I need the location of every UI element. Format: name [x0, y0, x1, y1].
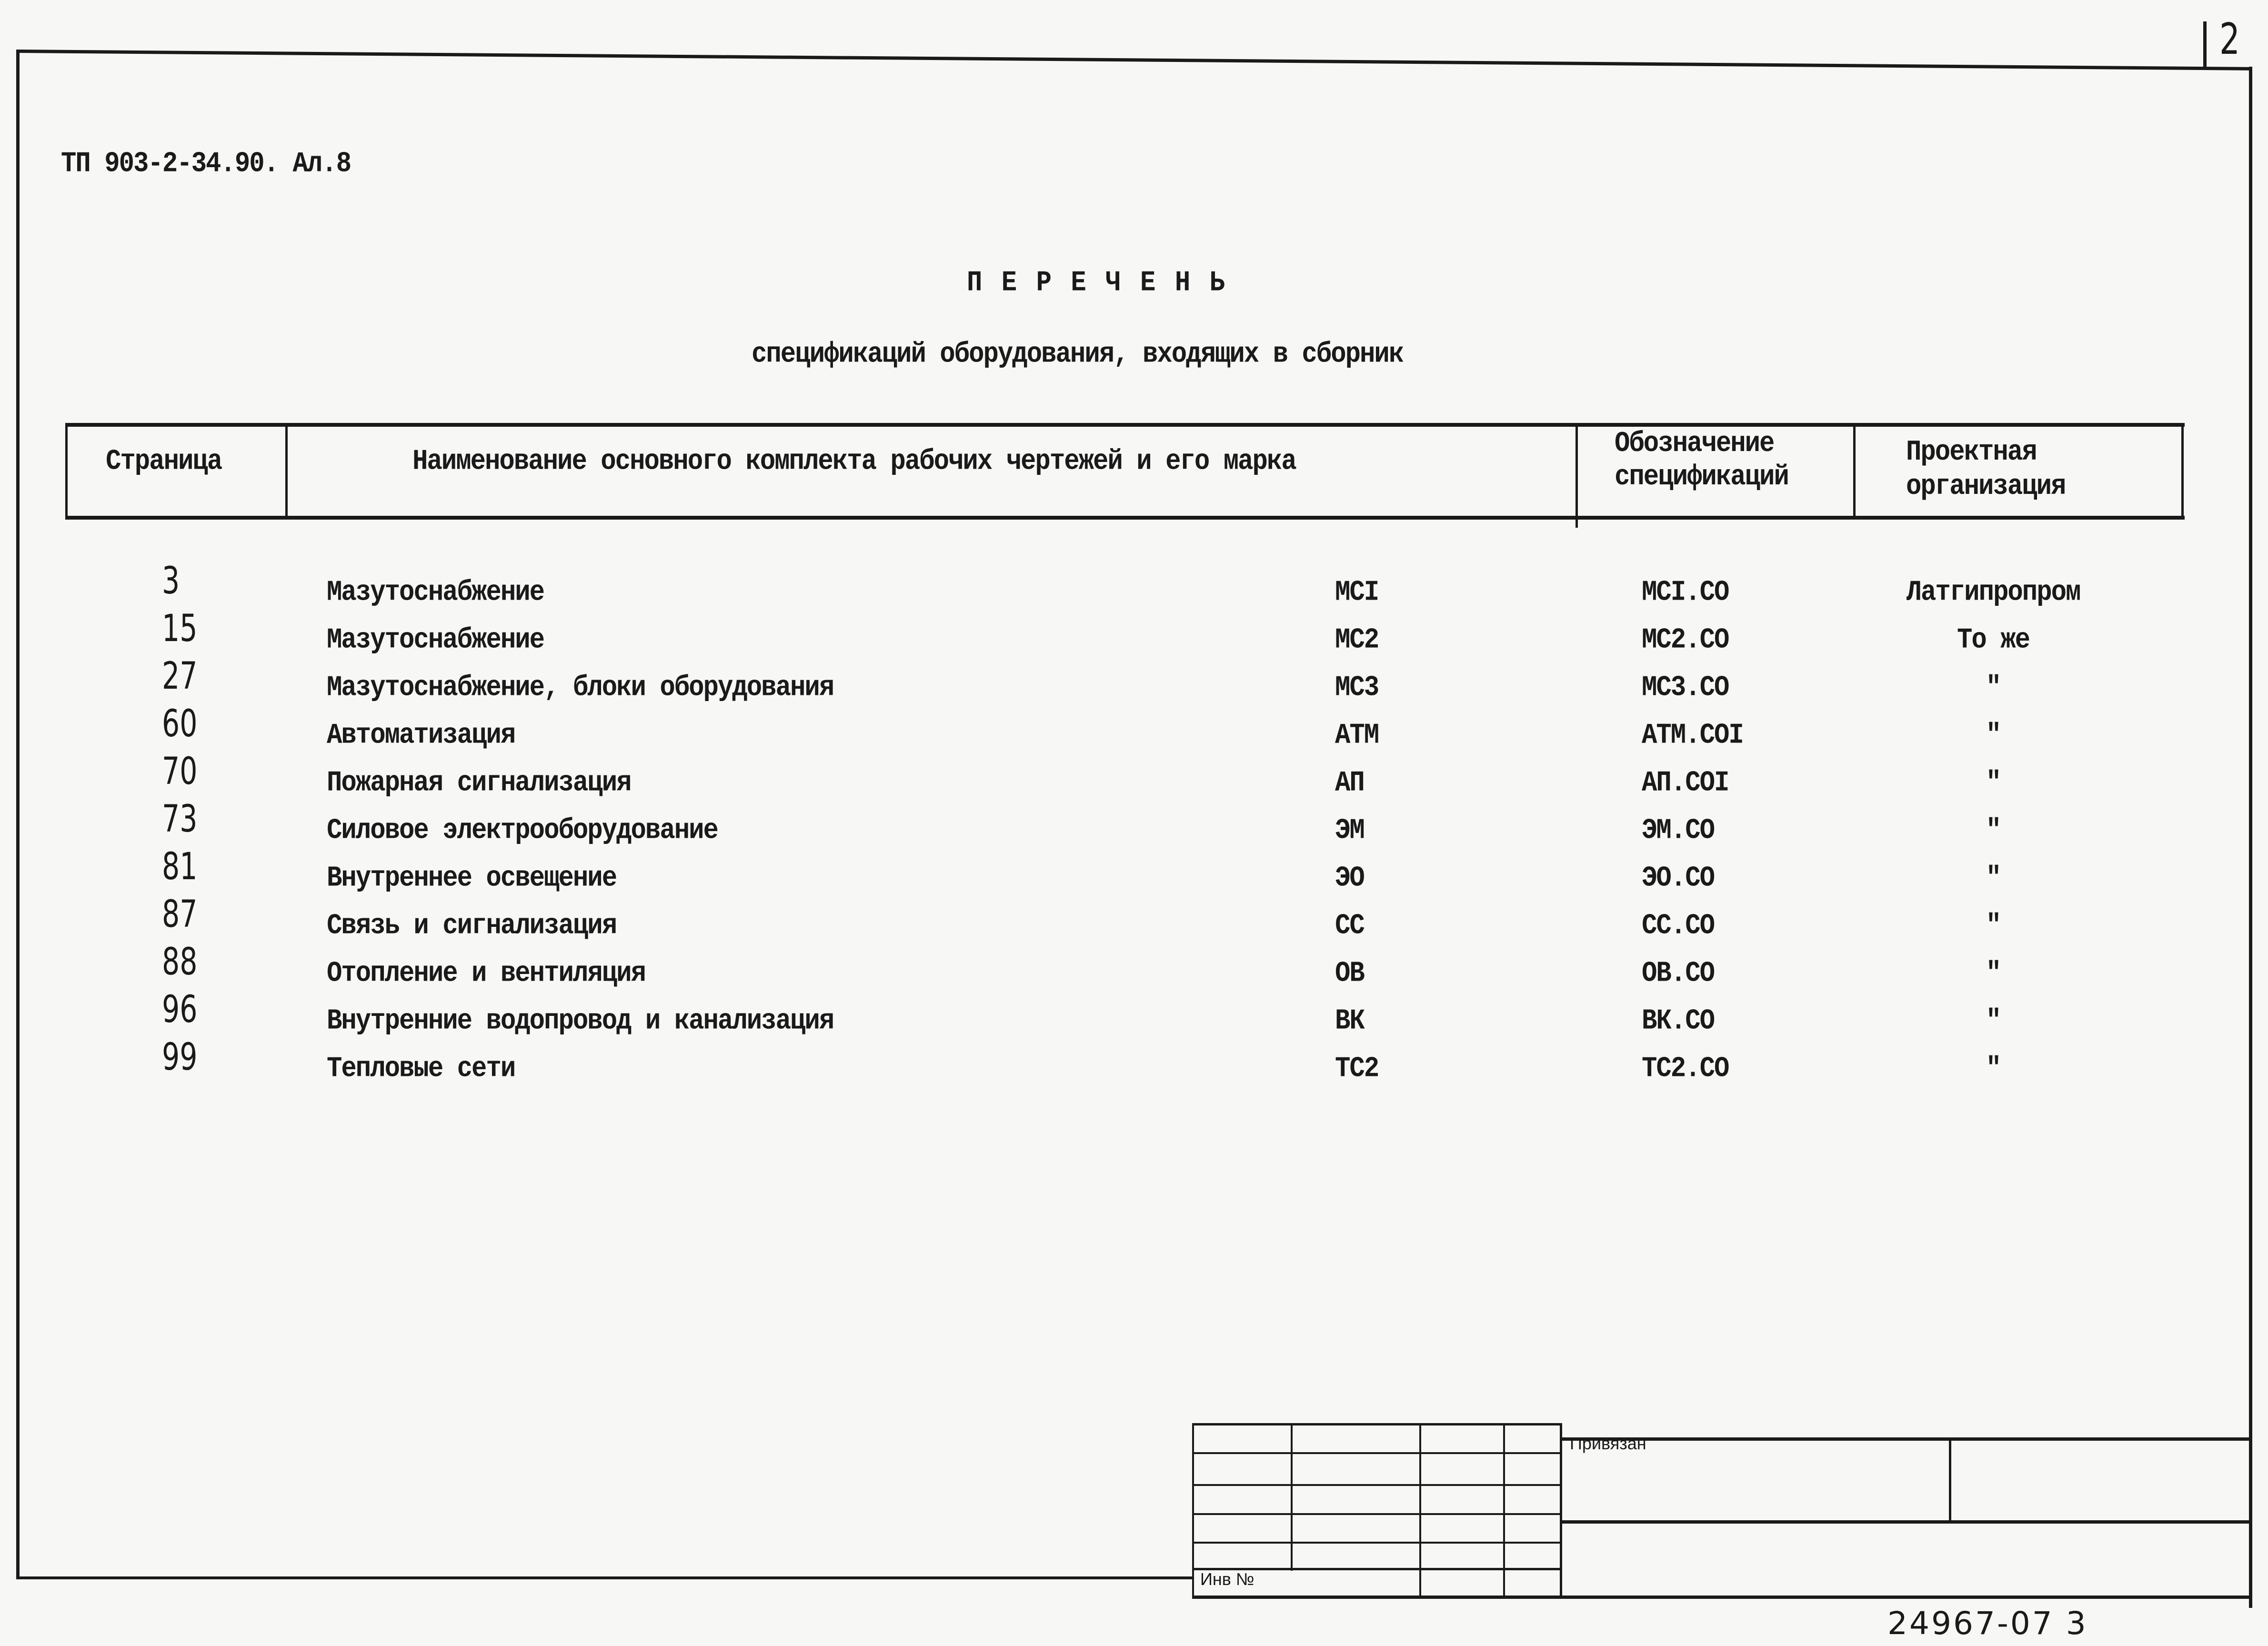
header-divider [65, 423, 68, 518]
table-row [0, 655, 2268, 714]
row-page-number: 88 [162, 941, 198, 984]
table-row [0, 560, 2268, 619]
table-row [0, 750, 2268, 810]
row-org: " [1986, 957, 2001, 990]
document-code: ТП 903-2-34.90. Ал.8 [61, 148, 351, 181]
row-spec: МС3.СО [1642, 672, 1729, 704]
title-block-rule [1192, 1452, 1561, 1454]
table-row [0, 607, 2268, 667]
row-page-number: 81 [162, 845, 198, 888]
title-block-divider [1560, 1423, 1562, 1597]
table-row [0, 845, 2268, 905]
row-spec: ТС2.СО [1642, 1053, 1729, 1085]
table-row [0, 703, 2268, 762]
row-org: " [1986, 672, 2001, 704]
row-mark: ОВ [1335, 957, 1364, 990]
header-divider [1576, 423, 1578, 528]
inventory-label: Инв № [1200, 1569, 1254, 1589]
header-name: Наименование основного комплекта рабочих чертежей и его марка [412, 445, 1296, 478]
row-name: Силовое электрооборудование [327, 814, 718, 847]
table-row [0, 798, 2268, 857]
row-mark: МС2 [1335, 624, 1379, 657]
title-block-rule [1192, 1423, 1561, 1425]
title-block-rule [1192, 1484, 1561, 1486]
title-block-divider [1949, 1438, 1951, 1522]
row-org: " [1986, 767, 2001, 800]
sheet-number: 2 [2219, 14, 2240, 64]
row-page-number: 60 [162, 703, 198, 745]
row-spec: СС.СО [1642, 910, 1715, 943]
row-org: " [1986, 910, 2001, 943]
row-org: " [1986, 814, 2001, 847]
row-name: Тепловые сети [327, 1053, 515, 1085]
row-page-number: 3 [162, 560, 180, 602]
row-spec: АТМ.СОI [1642, 719, 1743, 752]
row-spec: МСI.СО [1642, 576, 1729, 609]
row-page-number: 87 [162, 893, 198, 936]
title-block-divider [1419, 1423, 1421, 1597]
row-mark: ТС2 [1335, 1053, 1379, 1085]
row-name: Мазутоснабжение, блоки оборудования [327, 672, 834, 704]
row-mark: ВК [1335, 1005, 1364, 1038]
header-spec-line2: спецификаций [1615, 461, 1788, 493]
row-page-number: 15 [162, 607, 198, 650]
table-row [0, 988, 2268, 1048]
table-row [0, 1036, 2268, 1095]
row-org: " [1986, 1005, 2001, 1038]
row-mark: ЭМ [1335, 814, 1364, 847]
row-spec: ЭМ.СО [1642, 814, 1715, 847]
row-spec: ВК.СО [1642, 1005, 1715, 1038]
row-page-number: 27 [162, 655, 198, 698]
row-org: То же [1957, 624, 2030, 657]
title-block-rule [1561, 1520, 2251, 1524]
row-spec: МС2.СО [1642, 624, 1729, 657]
title-block-rule [1192, 1513, 1561, 1515]
row-name: Пожарная сигнализация [327, 767, 631, 800]
row-page-number: 99 [162, 1036, 198, 1079]
title-block-rule [1192, 1596, 2251, 1599]
frame-bottom-left [16, 1576, 1193, 1579]
row-name: Внутренние водопровод и канализация [327, 1005, 834, 1038]
row-spec: АП.СОI [1642, 767, 1729, 800]
row-org: Латгипропром [1906, 576, 2080, 609]
row-name: Мазутоснабжение [327, 624, 544, 657]
row-name: Отопление и вентиляция [327, 957, 645, 990]
header-top-rule [65, 423, 2185, 427]
header-org-line2: организация [1906, 470, 2066, 503]
row-page-number: 70 [162, 750, 198, 793]
row-name: Связь и сигнализация [327, 910, 617, 943]
table-row [0, 941, 2268, 1000]
row-org: " [1986, 1053, 2001, 1085]
row-name: Внутреннее освещение [327, 862, 617, 895]
row-org: " [1986, 719, 2001, 752]
title-block-rule [1561, 1437, 2251, 1441]
header-bottom-rule [65, 516, 2185, 520]
title-block-divider [1503, 1423, 1505, 1597]
header-spec-line1: Обозначение [1615, 427, 1774, 460]
row-name: Мазутоснабжение [327, 576, 544, 609]
row-mark: СС [1335, 910, 1364, 943]
row-org: " [1986, 862, 2001, 895]
header-org-line1: Проектная [1906, 436, 2037, 469]
row-mark: МС3 [1335, 672, 1379, 704]
header-divider [1853, 423, 1856, 518]
title-block-divider [1192, 1423, 1194, 1597]
frame-top [17, 50, 2251, 70]
row-mark: ЭО [1335, 862, 1364, 895]
row-mark: АП [1335, 767, 1364, 800]
row-spec: ОВ.СО [1642, 957, 1715, 990]
row-spec: ЭО.СО [1642, 862, 1715, 895]
title-block-divider [1291, 1423, 1293, 1571]
title-block-rule [1192, 1542, 1561, 1544]
bound-label: Привязан [1570, 1434, 1646, 1453]
row-page-number: 73 [162, 798, 198, 841]
header-divider [2181, 423, 2184, 518]
sheet-number-divider [2203, 21, 2207, 69]
row-name: Автоматизация [327, 719, 515, 752]
row-page-number: 96 [162, 988, 198, 1031]
table-row [0, 893, 2268, 953]
header-divider [285, 423, 288, 518]
row-mark: АТМ [1335, 719, 1379, 752]
page-title: П Е Р Е Ч Е Н Ь [967, 267, 1227, 300]
footer-code: 24967-07 3 [1887, 1605, 2088, 1642]
row-mark: МСI [1335, 576, 1379, 609]
header-page: Страница [106, 445, 222, 478]
page-subtitle: спецификаций оборудования, входящих в сборник [752, 338, 1404, 371]
